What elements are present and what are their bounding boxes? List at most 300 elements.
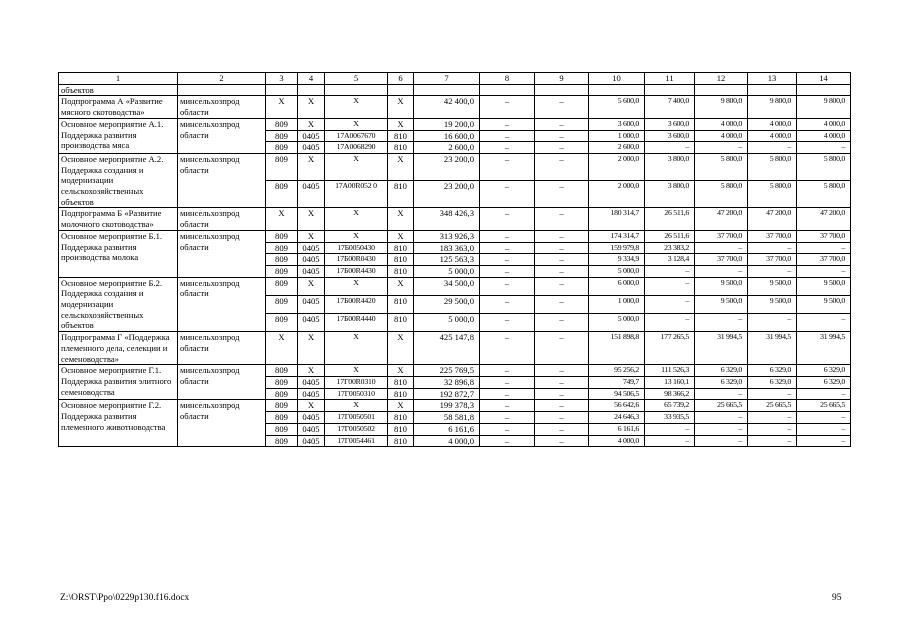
column-number-header: 12 [695,73,748,85]
budget-table [58,72,851,447]
value-cell: – [695,242,748,254]
value-cell: Х [388,230,414,242]
page-number: 95 [832,593,842,603]
value-cell: Х [325,277,388,295]
value-cell: – [748,435,797,447]
value-cell: – [645,265,695,277]
value-cell: Х [298,96,325,118]
value-cell: 6 161,6 [589,423,645,435]
value-cell: 37 700,0 [748,230,797,242]
value-cell: 34 500,0 [414,277,480,295]
item-name-cell: Основное мероприятие Б.2. Поддержка создания и модернизации сельскохозяйственных объектов [59,277,178,332]
value-cell: Х [388,400,414,412]
value-cell: 17Г0050502 [325,423,388,435]
value-cell: 9 500,0 [748,295,797,313]
value-cell: – [480,376,535,388]
value-cell: 5 800,0 [748,153,797,180]
value-cell: – [535,153,589,180]
value-cell: 809 [266,153,298,180]
value-cell: – [535,412,589,424]
value-cell: 5 000,0 [589,265,645,277]
value-cell: 180 314,7 [589,208,645,230]
column-number-header: 7 [414,73,480,85]
value-cell: 183 363,0 [414,242,480,254]
value-cell: 810 [388,254,414,266]
value-cell: – [695,412,748,424]
value-cell [480,84,535,96]
value-cell: – [695,265,748,277]
value-cell: 13 160,1 [645,376,695,388]
value-cell: – [480,254,535,266]
value-cell: 47 200,0 [748,208,797,230]
value-cell [298,84,325,96]
value-cell: 0405 [298,254,325,266]
value-cell: – [797,412,851,424]
value-cell: – [480,277,535,295]
value-cell: 17Г00R0310 [325,376,388,388]
value-cell: 810 [388,242,414,254]
executor-cell: минсельхозпрод области [178,332,266,365]
value-cell: 0405 [298,181,325,208]
value-cell: – [535,388,589,400]
value-cell: 9 800,0 [797,96,851,118]
value-cell: Х [266,208,298,230]
column-number-header: 5 [325,73,388,85]
value-cell: 4 000,0 [748,118,797,130]
value-cell: 177 265,5 [645,332,695,365]
value-cell: 58 581,8 [414,412,480,424]
value-cell: 125 563,3 [414,254,480,266]
value-cell: 9 800,0 [748,96,797,118]
value-cell: 32 896,8 [414,376,480,388]
value-cell: 151 898,8 [589,332,645,365]
value-cell: – [535,295,589,313]
value-cell: 810 [388,314,414,332]
value-cell: – [535,423,589,435]
value-cell: – [480,435,535,447]
value-cell: – [535,376,589,388]
value-cell: 6 161,6 [414,423,480,435]
value-cell: 809 [266,400,298,412]
value-cell: Х [266,96,298,118]
value-cell: – [480,142,535,154]
value-cell: 25 665,5 [748,400,797,412]
value-cell: 809 [266,142,298,154]
value-cell: 2 600,0 [589,142,645,154]
value-cell: 3 800,0 [645,153,695,180]
column-number-header: 2 [178,73,266,85]
value-cell: 94 506,5 [589,388,645,400]
value-cell: – [645,435,695,447]
value-cell: – [480,181,535,208]
column-number-header: 4 [298,73,325,85]
value-cell: – [748,242,797,254]
value-cell: – [748,412,797,424]
value-cell: 809 [266,314,298,332]
value-cell: 2 600,0 [414,142,480,154]
value-cell: 4 000,0 [797,118,851,130]
value-cell: 0405 [298,423,325,435]
value-cell: – [480,332,535,365]
value-cell [695,84,748,96]
value-cell: 0405 [298,295,325,313]
value-cell: – [695,423,748,435]
value-cell: Х [325,153,388,180]
value-cell: – [535,332,589,365]
value-cell: 4 000,0 [797,130,851,142]
value-cell: 1 000,0 [589,130,645,142]
value-cell: Х [266,332,298,365]
value-cell: – [480,242,535,254]
value-cell: 4 000,0 [748,130,797,142]
value-cell: – [695,314,748,332]
executor-cell: минсельхозпрод области [178,118,266,153]
value-cell: 159 979,8 [589,242,645,254]
value-cell: 37 700,0 [797,254,851,266]
value-cell: Х [388,332,414,365]
value-cell: 809 [266,242,298,254]
value-cell: 810 [388,181,414,208]
value-cell: – [748,142,797,154]
value-cell [325,84,388,96]
value-cell: – [748,314,797,332]
value-cell: 174 314,7 [589,230,645,242]
value-cell: 37 700,0 [695,230,748,242]
value-cell: 17А0067670 [325,130,388,142]
value-cell: 17Г0050501 [325,412,388,424]
value-cell: – [480,295,535,313]
value-cell: – [535,365,589,377]
value-cell: 3 128,4 [645,254,695,266]
column-number-header: 14 [797,73,851,85]
value-cell: 5 800,0 [797,153,851,180]
value-cell: 6 329,0 [748,376,797,388]
value-cell: Х [298,118,325,130]
value-cell: 809 [266,435,298,447]
value-cell: 5 800,0 [695,181,748,208]
value-cell: 4 000,0 [589,435,645,447]
value-cell: – [797,265,851,277]
value-cell: 31 994,5 [748,332,797,365]
value-cell: Х [298,400,325,412]
item-name-cell: Подпрограмма А «Развитие мясного скотоводства» [59,96,178,118]
value-cell: 5 800,0 [748,181,797,208]
value-cell: 6 329,0 [695,365,748,377]
value-cell: 0405 [298,412,325,424]
value-cell: Х [388,153,414,180]
value-cell: 0405 [298,314,325,332]
value-cell: Х [325,96,388,118]
value-cell: – [535,400,589,412]
executor-cell [178,84,266,96]
value-cell: Х [298,153,325,180]
table-row [59,230,851,242]
value-cell: 6 329,0 [695,376,748,388]
column-number-header: 8 [480,73,535,85]
value-cell: 9 800,0 [695,96,748,118]
value-cell: 3 600,0 [645,130,695,142]
item-name-cell: Основное мероприятие А.1. Поддержка развития производства мяса [59,118,178,153]
value-cell: – [480,208,535,230]
value-cell: 9 500,0 [797,295,851,313]
value-cell: 9 500,0 [695,295,748,313]
value-cell: – [535,118,589,130]
value-cell: 0405 [298,388,325,400]
value-cell: 37 700,0 [797,230,851,242]
value-cell: Х [325,332,388,365]
item-name-cell: Основное мероприятие Г.1. Поддержка развития элитного семеноводства [59,365,178,400]
value-cell: – [797,314,851,332]
value-cell: Х [298,208,325,230]
value-cell: 313 926,3 [414,230,480,242]
value-cell: 809 [266,230,298,242]
value-cell: 0405 [298,265,325,277]
value-cell: 348 426,3 [414,208,480,230]
value-cell: 3 800,0 [645,181,695,208]
value-cell: – [535,208,589,230]
value-cell: 809 [266,376,298,388]
table-row [59,332,851,365]
value-cell: – [535,435,589,447]
value-cell: – [480,314,535,332]
value-cell: – [535,130,589,142]
value-cell: 809 [266,365,298,377]
value-cell: – [645,314,695,332]
value-cell: 23 200,0 [414,153,480,180]
value-cell: – [748,423,797,435]
value-cell: 810 [388,423,414,435]
value-cell: 6 329,0 [797,365,851,377]
executor-cell: минсельхозпрод области [178,208,266,230]
value-cell: 4 000,0 [695,118,748,130]
column-number-header: 11 [645,73,695,85]
value-cell: 809 [266,130,298,142]
value-cell: Х [298,365,325,377]
column-number-header: 1 [59,73,178,85]
value-cell: 809 [266,254,298,266]
value-cell: 0405 [298,376,325,388]
value-cell: – [480,265,535,277]
table-row [59,118,851,130]
value-cell: – [535,96,589,118]
value-cell: 5 000,0 [589,314,645,332]
value-cell: 25 665,5 [695,400,748,412]
value-cell: 25 665,5 [797,400,851,412]
value-cell: – [480,96,535,118]
value-cell: 17А00R052 0 [325,181,388,208]
value-cell: 749,7 [589,376,645,388]
header-row [59,73,851,85]
value-cell: – [480,423,535,435]
value-cell: – [535,314,589,332]
value-cell: 65 739,2 [645,400,695,412]
table-row [59,365,851,377]
value-cell: 17Г0054461 [325,435,388,447]
value-cell: 4 000,0 [414,435,480,447]
value-cell: 9 500,0 [695,277,748,295]
value-cell: 17Б0050430 [325,242,388,254]
value-cell: 31 994,5 [797,332,851,365]
value-cell [748,84,797,96]
value-cell: – [797,435,851,447]
value-cell: 56 642,6 [589,400,645,412]
value-cell: 17Б00R0430 [325,254,388,266]
value-cell: – [480,130,535,142]
value-cell: 810 [388,265,414,277]
value-cell: – [695,388,748,400]
value-cell: 17Г0050310 [325,388,388,400]
value-cell: 2 000,0 [589,153,645,180]
value-cell: 810 [388,412,414,424]
value-cell [388,84,414,96]
value-cell: 810 [388,376,414,388]
value-cell: 47 200,0 [797,208,851,230]
value-cell: – [695,435,748,447]
value-cell: 6 329,0 [797,376,851,388]
value-cell: Х [388,118,414,130]
value-cell [797,84,851,96]
value-cell: 1 000,0 [589,295,645,313]
value-cell: 37 700,0 [695,254,748,266]
value-cell: Х [325,118,388,130]
value-cell: – [797,388,851,400]
table-row [59,208,851,230]
value-cell: Х [298,277,325,295]
table-row [59,96,851,118]
value-cell: 98 366,2 [645,388,695,400]
value-cell: 19 200,0 [414,118,480,130]
value-cell: Х [388,96,414,118]
value-cell: 809 [266,118,298,130]
item-name-cell: Подпрограмма Г «Поддержка племенного дела, селекции и семеноводства» [59,332,178,365]
value-cell: 809 [266,265,298,277]
value-cell: – [748,265,797,277]
value-cell [535,84,589,96]
value-cell: – [480,118,535,130]
value-cell: Х [388,208,414,230]
value-cell: 810 [388,435,414,447]
value-cell: – [645,142,695,154]
value-cell: – [645,423,695,435]
value-cell: 33 935,5 [645,412,695,424]
value-cell: Х [325,208,388,230]
value-cell: – [797,142,851,154]
value-cell: 810 [388,295,414,313]
item-name-cell: Основное мероприятие А.2. Поддержка создания и модернизации сельскохозяйственных объектов [59,153,178,208]
value-cell: 4 000,0 [695,130,748,142]
item-name-cell: Основное мероприятие Г.2. Поддержка развития племенного животноводства [59,400,178,447]
value-cell: 809 [266,277,298,295]
value-cell: 26 511,6 [645,230,695,242]
footer-file-path: Z:\ORST\Ppo\0229p130.f16.docx [60,593,190,603]
value-cell: – [480,412,535,424]
value-cell [645,84,695,96]
value-cell: 23 383,2 [645,242,695,254]
item-name-cell: объектов [59,84,178,96]
value-cell: Х [298,230,325,242]
value-cell: 37 700,0 [748,254,797,266]
value-cell: – [645,277,695,295]
value-cell: 5 600,0 [589,96,645,118]
table-row [59,277,851,295]
value-cell: 809 [266,388,298,400]
table-row [59,84,851,96]
executor-cell: минсельхозпрод области [178,230,266,277]
value-cell: 111 526,3 [645,365,695,377]
value-cell: – [535,254,589,266]
value-cell: Х [325,230,388,242]
column-number-header: 9 [535,73,589,85]
item-name-cell: Подпрограмма Б «Развитие молочного скотоводства» [59,208,178,230]
value-cell: Х [298,332,325,365]
table-row [59,400,851,412]
value-cell: 3 600,0 [645,118,695,130]
value-cell: 5 800,0 [797,181,851,208]
value-cell: 6 000,0 [589,277,645,295]
value-cell: 42 400,0 [414,96,480,118]
value-cell: – [797,423,851,435]
executor-cell: минсельхозпрод области [178,96,266,118]
executor-cell: минсельхозпрод области [178,277,266,332]
value-cell: – [535,242,589,254]
value-cell: 16 600,0 [414,130,480,142]
value-cell: 17Б00R4420 [325,295,388,313]
value-cell: – [480,388,535,400]
value-cell: 192 872,7 [414,388,480,400]
value-cell: 199 378,3 [414,400,480,412]
value-cell: – [535,265,589,277]
executor-cell: минсельхозпрод области [178,153,266,208]
value-cell: 17Б00R4430 [325,265,388,277]
value-cell: Х [388,365,414,377]
value-cell: – [480,365,535,377]
value-cell: 225 769,5 [414,365,480,377]
value-cell: Х [325,365,388,377]
executor-cell: минсельхозпрод области [178,400,266,447]
executor-cell: минсельхозпрод области [178,365,266,400]
item-name-cell: Основное мероприятие Б.1. Поддержка развития производства молока [59,230,178,277]
value-cell: 809 [266,412,298,424]
table-row [59,153,851,180]
value-cell: 6 329,0 [748,365,797,377]
value-cell: – [480,153,535,180]
value-cell: 26 511,6 [645,208,695,230]
column-number-header: 13 [748,73,797,85]
value-cell: 810 [388,130,414,142]
value-cell: 31 994,5 [695,332,748,365]
value-cell: – [535,142,589,154]
value-cell: 809 [266,295,298,313]
value-cell: – [535,277,589,295]
value-cell [266,84,298,96]
value-cell: 809 [266,181,298,208]
value-cell: 23 200,0 [414,181,480,208]
value-cell: 809 [266,423,298,435]
column-number-header: 10 [589,73,645,85]
value-cell [589,84,645,96]
value-cell [414,84,480,96]
column-number-header: 3 [266,73,298,85]
value-cell: 29 500,0 [414,295,480,313]
value-cell: 5 800,0 [695,153,748,180]
value-cell: Х [388,277,414,295]
value-cell: 5 000,0 [414,265,480,277]
value-cell: – [748,388,797,400]
value-cell: 9 500,0 [748,277,797,295]
value-cell: 0405 [298,142,325,154]
value-cell: 0405 [298,130,325,142]
value-cell: 7 400,0 [645,96,695,118]
